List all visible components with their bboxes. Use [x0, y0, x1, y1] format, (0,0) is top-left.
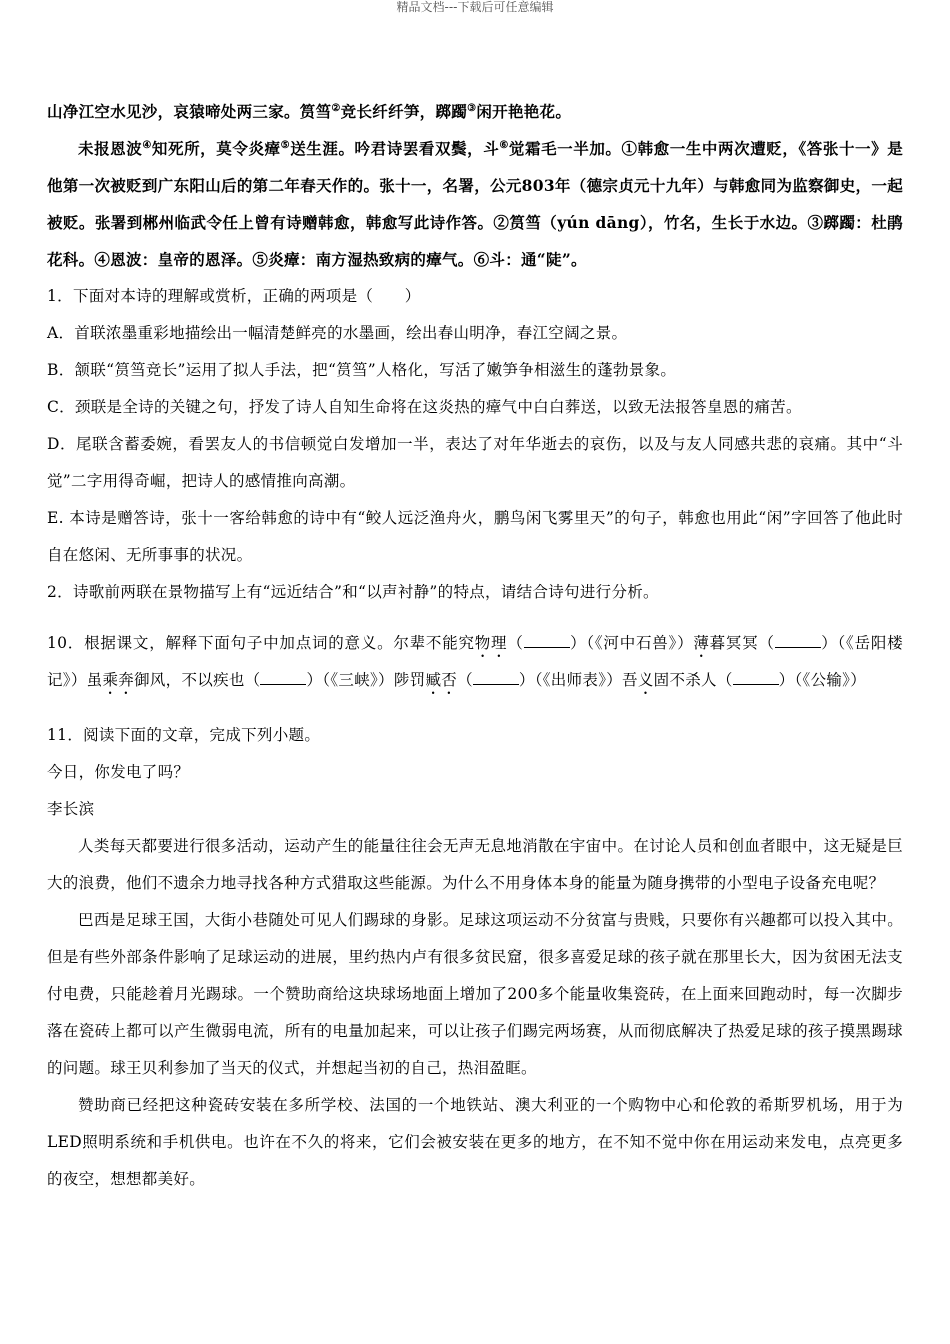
dotted-word-3: 乘奔 — [102, 671, 135, 689]
page-header: 精品文档---下载后可任意编辑 — [396, 0, 554, 14]
question-2: 2．诗歌前两联在景物描写上有“远近结合”和“以声衬静”的特点，请结合诗句进行分析。 — [47, 583, 659, 601]
article-paragraph-2: 巴西是足球王国，大街小巷随处可见人们踢球的身影。足球这项运动不分贫富与贵贱，只要你有兴趣都可以投入其中。但是有些外部条件影响了足球运动的进展，里约热内卢有很多贫民窟，很多喜爱足球的孩子就在那里长大，因为贫困无法支付电费，只能趁着月光踢球。一个赞助商给这块球场地面上增加了200多个能量收集瓷砖，在上面来回跑动时，每一次脚步落在瓷砖上都可以产生微弱电流，所有的电量加起来，可以让孩子们踢完两场赛，从而彻底解决了热爱足球的孩子摸黑踢球的问题。球王贝利参加了当天的仪式，并想起当初的自己，热泪盈眶。 — [47, 911, 903, 1077]
question-11-stem: 11．阅读下面的文章，完成下列小题。 — [47, 726, 321, 744]
option-e: E. 本诗是赠答诗，张十一客给韩愈的诗中有“鲛人远泛渔舟火，鹏鸟闲飞雾里天”的句子，韩愈也用此“闲”字回答了他此时自在悠闲、无所事事的状况。 — [47, 509, 903, 564]
article-title: 今日，你发电了吗？ — [47, 763, 190, 781]
article-paragraph-3: 赞助商已经把这种瓷砖安装在多所学校、法国的一个地铁站、澳大利亚的一个购物中心和伦敦的希斯罗机场，用于为LED照明系统和手机供电。也许在不久的将来，它们会被安装在更多的地方，在不知不觉中你在用运动来发电，点亮更多的夜空，想想都美好。 — [47, 1096, 903, 1188]
dotted-word-5: 义 — [637, 671, 654, 689]
question-1-stem: 1．下面对本诗的理解或赏析，正确的两项是（ ） — [47, 287, 421, 305]
poem-line-1: 山净江空水见沙，哀猿啼处两三家。筼筜②竞长纤纤笋，踯躅③闲开艳艳花。 — [47, 102, 572, 121]
dotted-word-4: 臧否 — [425, 671, 458, 689]
option-d: D．尾联含蓄委婉，看罢友人的书信顿觉白发增加一半，表达了对年华逝去的哀伤，以及与友人同感共悲的哀痛。其中“斗觉”二字用得奇崛，把诗人的感情推向高潮。 — [47, 435, 903, 490]
answer-blank-2[interactable] — [775, 631, 821, 648]
dotted-word-1: 物理 — [474, 634, 508, 652]
poem-line-2-and-notes: 未报恩波④知死所，莫令炎瘴⑤送生涯。吟君诗罢看双鬓，斗⑥觉霜毛一半加。①韩愈一生中两次遭贬，《答张十一》是他第一次被贬到广东阳山后的第二年春天作的。张十一，名署，公元803年（德宗贞元十九年）与韩愈同为监察御史，一起被贬。张署到郴州临武令任上曾有诗赠韩愈，韩愈写此诗作答。②筼筜（yún dāng），竹名，生长于水边。③踯躅：杜鹃花科。④恩波：皇帝的恩泽。⑤炎瘴：南方湿热致病的瘴气。⑥斗：通“陡”。 — [47, 139, 904, 269]
option-c: C．颈联是全诗的关键之句，抒发了诗人自知生命将在这炎热的瘴气中白白葬送，以致无法报答皇恩的痛苦。 — [47, 398, 802, 416]
answer-blank-3[interactable] — [260, 668, 306, 685]
option-a: A．首联浓墨重彩地描绘出一幅清楚鲜亮的水墨画，绘出春山明净，春江空阔之景。 — [47, 324, 628, 342]
article-author: 李长滨 — [47, 800, 95, 818]
answer-blank-1[interactable] — [524, 631, 570, 648]
question-10: 10．根据课文，解释下面句子中加点词的意义。尔辈不能究物理（ ）（《河中石兽》）薄暮冥冥（ ）（《岳阳楼记》）虽乘奔御风，不以疾也（ ）（《三峡》）陟罚臧否（ ）（《出师表》）吾义固不杀人（ ）（《公输》） — [47, 625, 903, 699]
answer-blank-5[interactable] — [733, 668, 779, 685]
dotted-word-2: 薄 — [693, 634, 710, 652]
document-body — [47, 93, 903, 1198]
answer-blank-4[interactable] — [473, 668, 519, 685]
option-b: B．颔联“筼筜竞长”运用了拟人手法，把“筼筜”人格化，写活了嫩笋争相滋生的蓬勃景象。 — [47, 361, 677, 379]
article-paragraph-1: 人类每天都要进行很多活动，运动产生的能量往往会无声无息地消散在宇宙中。在讨论人员和创血者眼中，这无疑是巨大的浪费，他们不遗余力地寻找各种方式猎取这些能源。为什么不用身体本身的能量为随身携带的小型电子设备充电呢？ — [47, 837, 903, 892]
